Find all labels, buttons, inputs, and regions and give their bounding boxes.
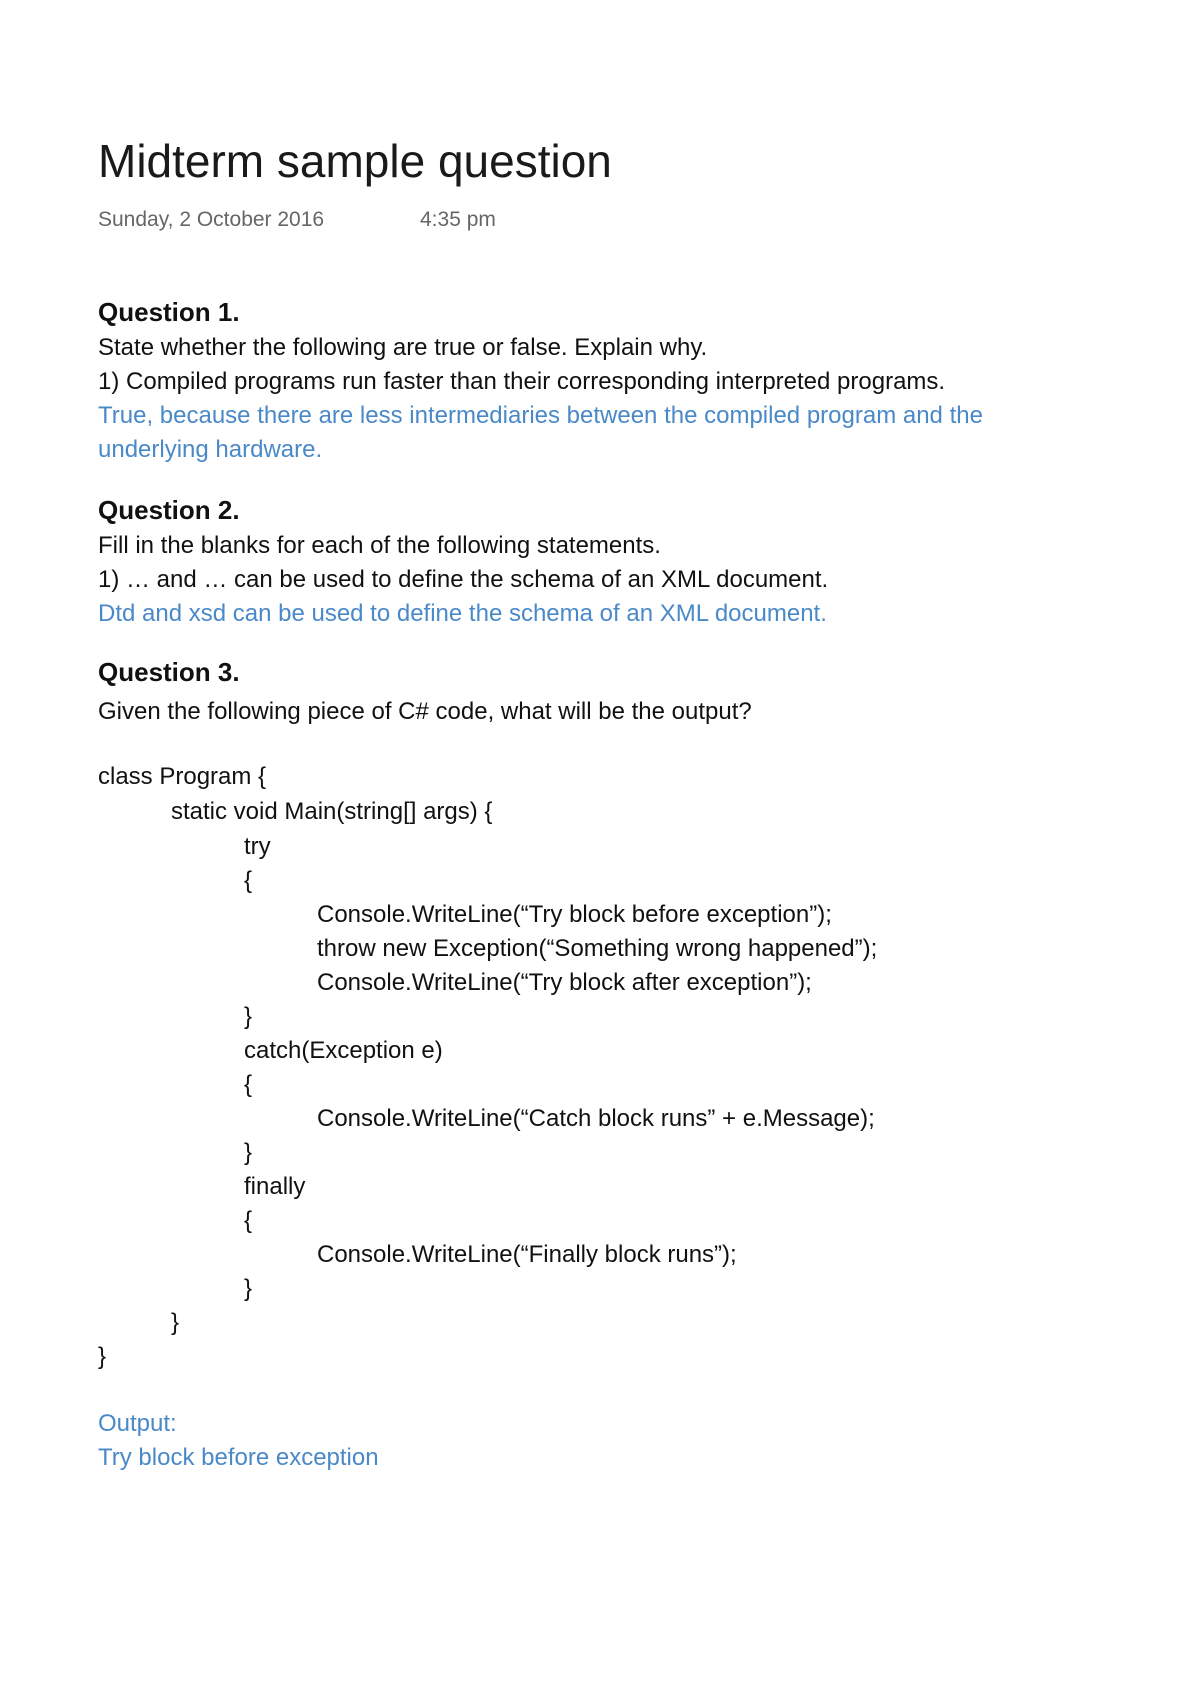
note-date: Sunday, 2 October 2016	[98, 208, 325, 231]
code-line: finally	[244, 1173, 306, 1200]
question-1-heading: Question 1.	[98, 297, 240, 327]
question-1-item: 1) Compiled programs run faster than their corresponding interpreted programs.	[98, 368, 946, 395]
output-label: Output:	[98, 1410, 177, 1437]
question-3-heading: Question 3.	[98, 657, 240, 687]
question-2-prompt: Fill in the blanks for each of the following statements.	[98, 532, 661, 559]
question-2-heading: Question 2.	[98, 495, 240, 525]
code-line: class Program {	[98, 763, 267, 790]
code-line: static void Main(string[] args) {	[171, 798, 493, 825]
code-line: {	[244, 1071, 253, 1098]
question-2-item: 1) … and … can be used to define the schema of an XML document.	[98, 566, 829, 593]
code-line: Console.WriteLine(“Try block before exception”);	[317, 901, 832, 928]
code-line: }	[244, 1139, 253, 1166]
code-line: }	[98, 1343, 107, 1370]
code-line: }	[244, 1275, 253, 1302]
question-1-answer-line-2: underlying hardware.	[98, 436, 323, 463]
note-time: 4:35 pm	[420, 208, 496, 231]
question-2-answer: Dtd and xsd can be used to define the schema of an XML document.	[98, 600, 827, 627]
code-line: Console.WriteLine(“Try block after exception”);	[317, 969, 812, 996]
code-line: throw new Exception(“Something wrong happened”);	[317, 935, 878, 962]
question-1-prompt: State whether the following are true or false. Explain why.	[98, 334, 708, 361]
code-line: }	[171, 1309, 180, 1336]
code-line: catch(Exception e)	[244, 1037, 443, 1064]
code-line: Console.WriteLine(“Catch block runs” + e.Message);	[317, 1105, 875, 1132]
code-line: {	[244, 1207, 253, 1234]
output-line-1: Try block before exception	[98, 1444, 379, 1471]
code-line: Console.WriteLine(“Finally block runs”);	[317, 1241, 737, 1268]
code-line: {	[244, 867, 253, 894]
question-3-prompt: Given the following piece of C# code, what will be the output?	[98, 698, 752, 725]
code-line: try	[244, 833, 271, 860]
code-line: }	[244, 1003, 253, 1030]
page-title: Midterm sample question	[98, 135, 612, 187]
question-1-answer-line-1: True, because there are less intermediaries between the compiled program and the	[98, 402, 983, 429]
